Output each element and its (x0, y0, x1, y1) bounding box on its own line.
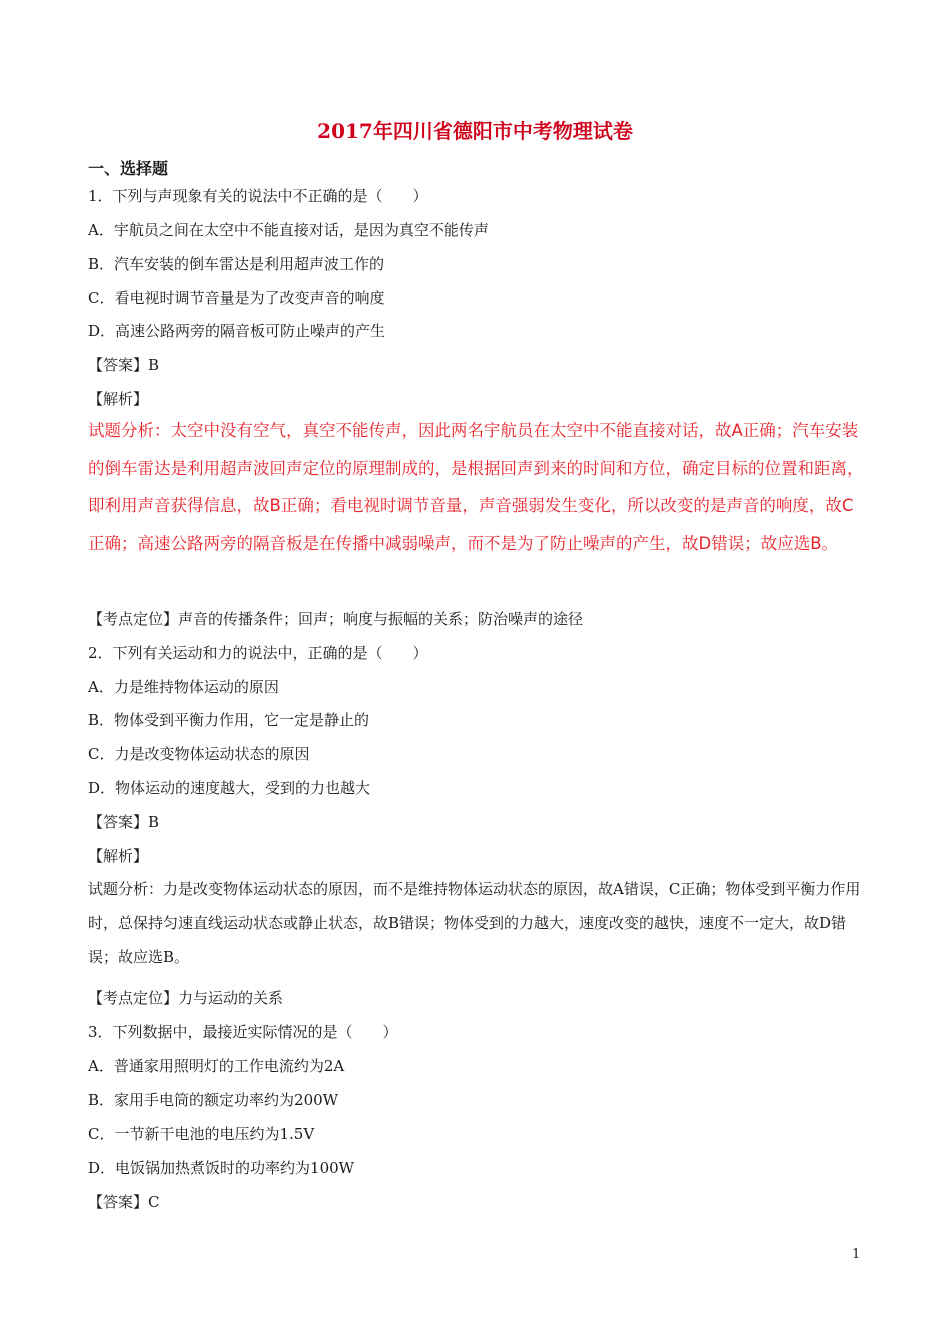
q1-analysis: 试题分析：太空中没有空气，真空不能传声，因此两名宇航员在太空中不能直接对话，故A正确；汽车安装的倒车雷达是利用超声波回声定位的原理制成的，是根据回声到来的时间和方位，确定目标的位置和距离，即利用声音获得信息，故B正确；看电视时调节音量，声音强弱发生变化，所以改变的是声音的响度，故C正确；高速公路两旁的隔音板是在传播中减弱噪声，而不是为了防止噪声的产生，故D错误；故应选B。 (88, 421, 864, 553)
q2-option-d: D．物体运动的速度越大，受到的力也越大 (88, 779, 371, 797)
q2-point: 【考点定位】力与运动的关系 (88, 989, 284, 1007)
q2-stem: 2．下列有关运动和力的说法中，正确的是（ ） (88, 644, 428, 662)
q2-analysis-label: 【解析】 (88, 847, 149, 865)
q3-option-d: D．电饭锅加热煮饭时的功率约为100W (88, 1159, 355, 1177)
q3-option-c: C．一节新干电池的电压约为1.5V (88, 1125, 315, 1143)
q2-option-c: C．力是改变物体运动状态的原因 (88, 745, 310, 763)
q3-stem: 3．下列数据中，最接近实际情况的是（ ） (88, 1023, 398, 1041)
q1-answer: 【答案】B (88, 356, 160, 374)
page-title: 2017年四川省德阳市中考物理试卷 (317, 119, 633, 143)
q1-option-b: B．汽车安装的倒车雷达是利用超声波工作的 (88, 255, 385, 273)
q2-option-b: B．物体受到平衡力作用，它一定是静止的 (88, 711, 370, 729)
q3-option-a: A．普通家用照明灯的工作电流约为2A (88, 1057, 345, 1075)
section-heading: 一、选择题 (88, 159, 169, 178)
q1-option-d: D．高速公路两旁的隔音板可防止噪声的产生 (88, 322, 386, 340)
q1-point: 【考点定位】声音的传播条件；回声；响度与振幅的关系；防治噪声的途径 (88, 610, 584, 628)
q2-analysis: 试题分析：力是改变物体运动状态的原因，而不是维持物体运动状态的原因，故A错误，C正确；物体受到平衡力作用 时，总保持匀速直线运动状态或静止状态，故B错误；物体受到的力越大，速度改变的越快，速度不一定大，故D错误；故应选B。 (88, 880, 861, 966)
q1-option-c: C．看电视时调节音量是为了改变声音的响度 (88, 289, 385, 307)
q1-option-a: A．宇航员之间在太空中不能直接对话，是因为真空不能传声 (88, 221, 489, 239)
page-number: 1 (852, 1247, 861, 1262)
q1-analysis-label: 【解析】 (88, 390, 149, 408)
q2-answer: 【答案】B (88, 813, 160, 831)
q3-answer: 【答案】C (88, 1193, 160, 1211)
q1-stem: 1．下列与声现象有关的说法中不正确的是（ ） (88, 187, 428, 205)
q2-option-a: A．力是维持物体运动的原因 (88, 678, 279, 696)
q3-option-b: B．家用手电筒的额定功率约为200W (88, 1091, 339, 1109)
